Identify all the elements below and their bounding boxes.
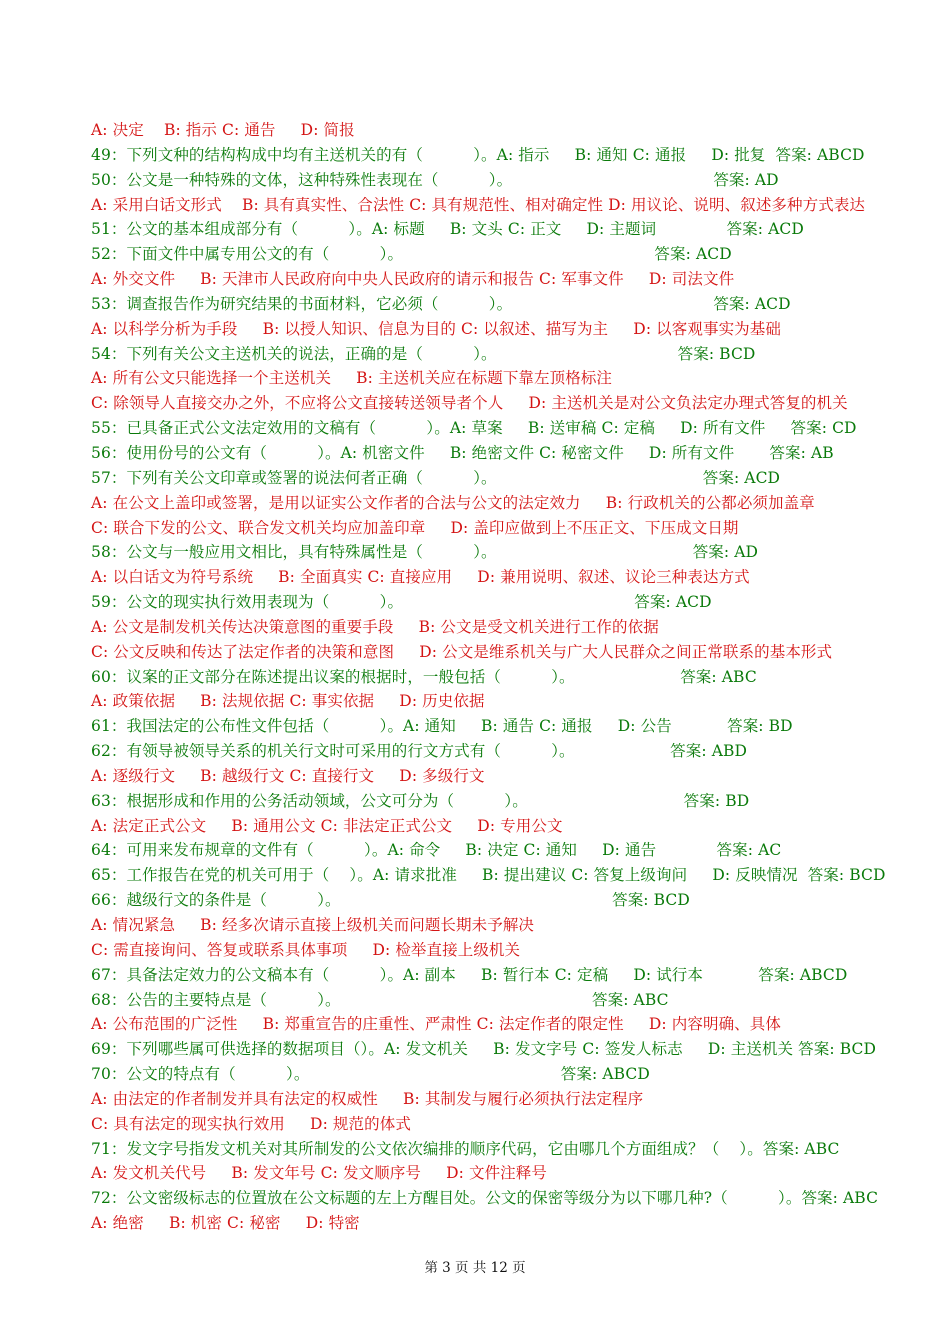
question-line: 61：我国法定的公布性文件包括（ ）。A: 通知 B: 通告 C: 通报 D: 公告 答案: BD — [91, 717, 793, 736]
question-line: 56：使用份号的公文有（ ）。A: 机密文件 B: 绝密文件 C: 秘密文件 D: 所有文件 答案: AB — [91, 443, 834, 462]
question-line: 64：可用来发布规章的文件有（ ）。A: 命令 B: 决定 C: 通知 D: 通告 答案: AC — [91, 841, 782, 860]
option-line: A: 以白话文为符号系统 B: 全面真实 C: 直接应用 D: 兼用说明、叙述、议论三种表达方式 — [91, 568, 750, 587]
option-line: C: 联合下发的公文、联合发文机关均应加盖印章 D: 盖印应做到上不压正文、下压成文日期 — [91, 518, 739, 537]
page-footer: 第 3 页 共 12 页 — [424, 1260, 526, 1276]
option-line: A: 采用白话文形式 B: 具有真实性、合法性 C: 具有规范性、相对确定性 D: 用议论、说明、叙述多种方式表达 — [91, 195, 866, 214]
question-list — [91, 118, 921, 1236]
option-line: A: 公文是制发机关传达决策意图的重要手段 B: 公文是受文机关进行工作的依据 — [91, 617, 659, 636]
question-line: 60：议案的正文部分在陈述提出议案的根据时，一般包括（ ）。 答案: ABC — [91, 667, 757, 686]
question-line: 68：公告的主要特点是（ ）。 答案: ABC — [91, 990, 669, 1009]
question-line: 70：公文的特点有（ ）。 答案: ABCD — [91, 1065, 650, 1084]
option-line: A: 逐级行文 B: 越级行文 C: 直接行文 D: 多级行文 — [91, 766, 485, 785]
option-line: A: 政策依据 B: 法规依据 C: 事实依据 D: 历史依据 — [91, 692, 485, 711]
option-line: C: 需直接询问、答复或联系具体事项 D: 检举直接上级机关 — [91, 940, 521, 959]
question-line: 58：公文与一般应用文相比，具有特殊属性是（ ）。 答案: AD — [91, 543, 759, 562]
option-line: A: 由法定的作者制发并具有法定的权威性 B: 其制发与履行必须执行法定程序 — [91, 1089, 644, 1108]
option-line: A: 所有公文只能选择一个主送机关 B: 主送机关应在标题下靠左顶格标注 — [91, 369, 613, 388]
option-line: A: 发文机关代号 B: 发文年号 C: 发文顺序号 D: 文件注释号 — [91, 1164, 547, 1183]
question-line: 54：下列有关公文主送机关的说法，正确的是（ ）。 答案: BCD — [91, 344, 756, 363]
question-line: 59：公文的现实执行效用表现为（ ）。 答案: ACD — [91, 593, 712, 612]
option-line: A: 公布范围的广泛性 B: 郑重宣告的庄重性、严肃性 C: 法定作者的限定性 D: 内容明确、具体 — [91, 1015, 781, 1034]
option-line: C: 公文反映和传达了法定作者的决策和意图 D: 公文是维系机关与广大人民群众之间正常联系的基本形式 — [91, 642, 833, 661]
question-line: 69：下列哪些属可供选择的数据项目（）。A: 发文机关 B: 发文字号 C: 签发人标志 D: 主送机关 答案: BCD — [91, 1040, 876, 1059]
question-line: 55：已具备正式公文法定效用的文稿有（ ）。A: 草案 B: 送审稿 C: 定稿 D: 所有文件 答案: CD — [91, 419, 857, 438]
option-line: A: 以科学分析为手段 B: 以授人知识、信息为目的 C: 以叙述、描写为主 D: 以客观事实为基础 — [91, 319, 781, 338]
option-line: C: 除领导人直接交办之外，不应将公文直接转送领导者个人 D: 主送机关是对公文负法定办理式答复的机关 — [91, 394, 848, 413]
question-line: 62：有领导被领导关系的机关行文时可采用的行文方式有（ ）。 答案: ABD — [91, 742, 748, 761]
option-line: C: 具有法定的现实执行效用 D: 规范的体式 — [91, 1114, 411, 1133]
question-line: 49：下列文种的结构构成中均有主送机关的有（ ）。A: 指示 B: 通知 C: 通报 D: 批复 答案: ABCD — [91, 145, 865, 164]
option-line: A: 在公文上盖印或签署，是用以证实公文作者的合法与公文的法定效力 B: 行政机关的公都必须加盖章 — [91, 493, 815, 512]
option-line: A: 绝密 B: 机密 C: 秘密 D: 特密 — [91, 1214, 360, 1233]
question-line: 51：公文的基本组成部分有（ ）。A: 标题 B: 文头 C: 正文 D: 主题词 答案: ACD — [91, 220, 804, 239]
question-line: 65：工作报告在党的机关可用于（ ）。A: 请求批准 B: 提出建议 C: 答复上级询问 D: 反映情况 答案: BCD — [91, 866, 886, 885]
question-line: 66：越级行文的条件是（ ）。 答案: BCD — [91, 891, 690, 910]
question-line: 57：下列有关公文印章或签署的说法何者正确（ ）。 答案: ACD — [91, 468, 781, 487]
question-line: 67：具备法定效力的公文稿本有（ ）。A: 副本 B: 暂行本 C: 定稿 D: 试行本 答案: ABCD — [91, 965, 848, 984]
option-line: A: 决定 B: 指示 C: 通告 D: 简报 — [91, 121, 355, 139]
question-line: 72：公文密级标志的位置放在公文标题的左上方醒目处。公文的保密等级分为以下哪几种?（ ）。答案: ABC — [91, 1189, 879, 1208]
question-line: 63：根据形成和作用的公务活动领域，公文可分为（ ）。 答案: BD — [91, 791, 750, 810]
option-line: A: 情况紧急 B: 经多次请示直接上级机关而问题长期未予解决 — [91, 916, 535, 934]
option-line: A: 法定正式公文 B: 通用公文 C: 非法定正式公文 D: 专用公文 — [91, 816, 563, 835]
question-line: 53：调查报告作为研究结果的书面材料，它必须（ ）。 答案: ACD — [91, 294, 791, 313]
question-line: 71：发文字号指发文机关对其所制发的公文依次编排的顺序代码，它由哪几个方面组成？（ ）。答案: ABC — [91, 1139, 840, 1158]
question-line: 50：公文是一种特殊的文体，这种特殊性表现在（ ）。 答案: AD — [91, 170, 779, 189]
question-line: 52：下面文件中属专用公文的有（ ）。 答案: ACD — [91, 245, 732, 264]
option-line: A: 外交文件 B: 天津市人民政府向中央人民政府的请示和报告 C: 军事文件 D: 司法文件 — [91, 270, 735, 289]
